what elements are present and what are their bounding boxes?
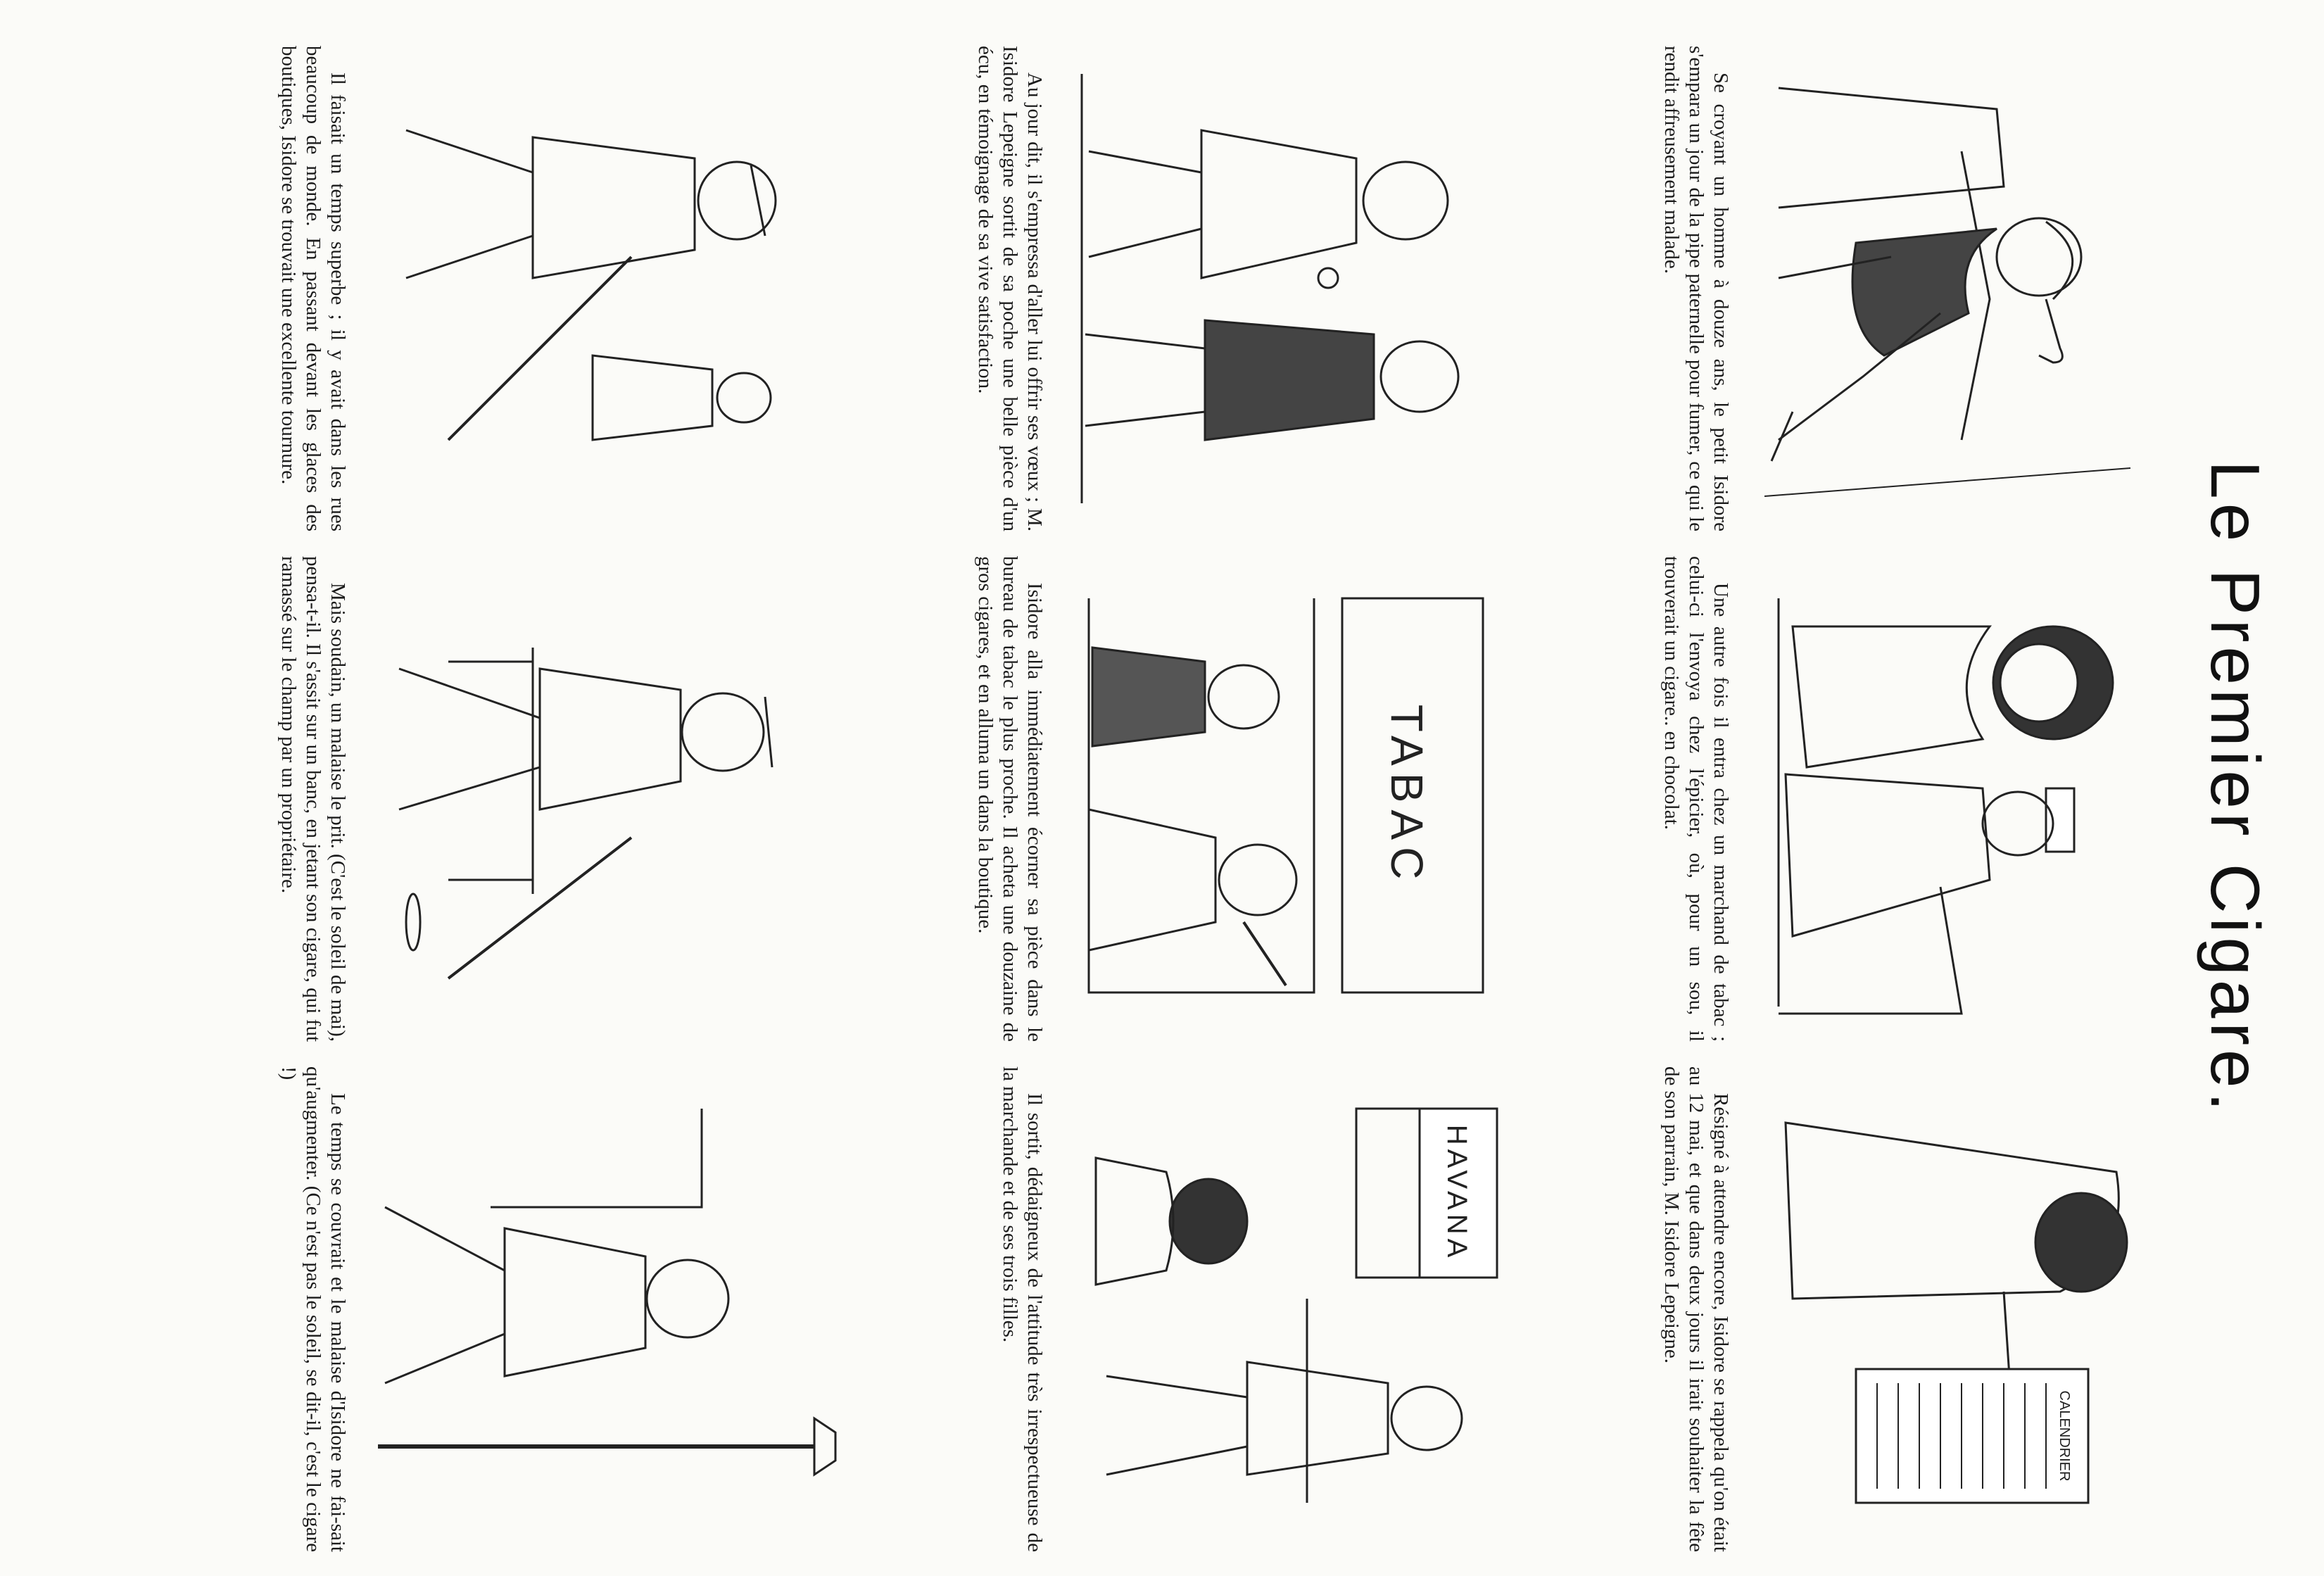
panel-8 — [184, 556, 842, 1042]
illustration-leaving-shop — [1054, 1066, 1539, 1552]
page-title: Le Premier Cigare. — [2197, 460, 2274, 1116]
tabac-sign-text: TABAC — [1382, 704, 1432, 887]
panel-9 — [184, 1066, 842, 1552]
illustration-godfather-coin — [1054, 46, 1539, 531]
illustration-crowd — [353, 46, 691, 531]
panel-3 — [1571, 1066, 2173, 1552]
illustration-calendar — [1736, 1066, 2173, 1552]
panel-2 — [1571, 556, 2173, 1042]
caption-3: Résigné à attendre encore, Isidore se rappela qu'on était au 12 mai, et que dans deux jours il irait souhaiter la fête de son parrain, M. Isidore Lepeigne. — [1660, 1066, 1732, 1552]
illustration-tabac-shop — [1054, 556, 1539, 1042]
panel-6 — [881, 1066, 1539, 1552]
caption-4: Au jour dit, il s'empressa d'aller lui offrir ses vœux ; M. Isidore Lepeigne sortit de sa poche une belle pièce d'un écu, en témoignage de sa vive satisfaction. — [974, 46, 1046, 531]
caption-5: Isidore alla immédiatement écorner sa pièce dans le bureau de tabac le plus proche. Il acheta une douzaine de gros cigares, et en alluma un dans la boutique. — [974, 556, 1046, 1042]
caption-9: Le temps se couvrait et le malaise d'Isidore ne fai-sait qu'augmenter. (Ce n'est pas le soleil, se dit-il, c'est le cigare !) — [277, 1066, 349, 1552]
panel-1 — [1571, 46, 2173, 531]
illustration-tobacconist — [1736, 556, 2173, 1042]
caption-1: Se croyant un homme à douze ans, le petit Isidore s'empara un jour de la pipe paternelle pour fumer, ce qui le rendit affreusement malade. — [1660, 46, 1732, 531]
illustration-boy-smoking-pipe — [1736, 46, 2173, 531]
panel-10 — [15, 46, 353, 531]
caption-7: Il faisait un temps superbe ; il y avait dans les rues beaucoup de monde. En passant devant les glaces des boutiques, Isidore se trouvait une excellente tournure. — [277, 46, 349, 531]
illustration-bench — [357, 556, 842, 1042]
panel-5 — [881, 556, 1539, 1042]
caption-2: Une autre fois il entra chez un marchand de tabac ; celui-ci l'envoya chez l'épicier, où, pour un sou, il trouverait un cigare.. en chocolat. — [1660, 556, 1732, 1042]
illustration-lamppost — [357, 1066, 842, 1552]
calendar-sign-text: CALENDRIER — [2057, 1390, 2072, 1482]
panel-4 — [881, 46, 1539, 531]
caption-8: Mais soudain, un malaise le prit. (C'est le soleil de mai), pensa-t-il. Il s'assit sur un banc, en jetant son cigare, qui fut ramassé sur le champ par un propriétaire. — [277, 556, 349, 1042]
havana-box-text: HAVANA — [1441, 1124, 1472, 1262]
caption-6: Il sortit, dédaigneux de l'attitude très irrespectueuse de la marchande et de ses trois filles. — [999, 1066, 1046, 1552]
